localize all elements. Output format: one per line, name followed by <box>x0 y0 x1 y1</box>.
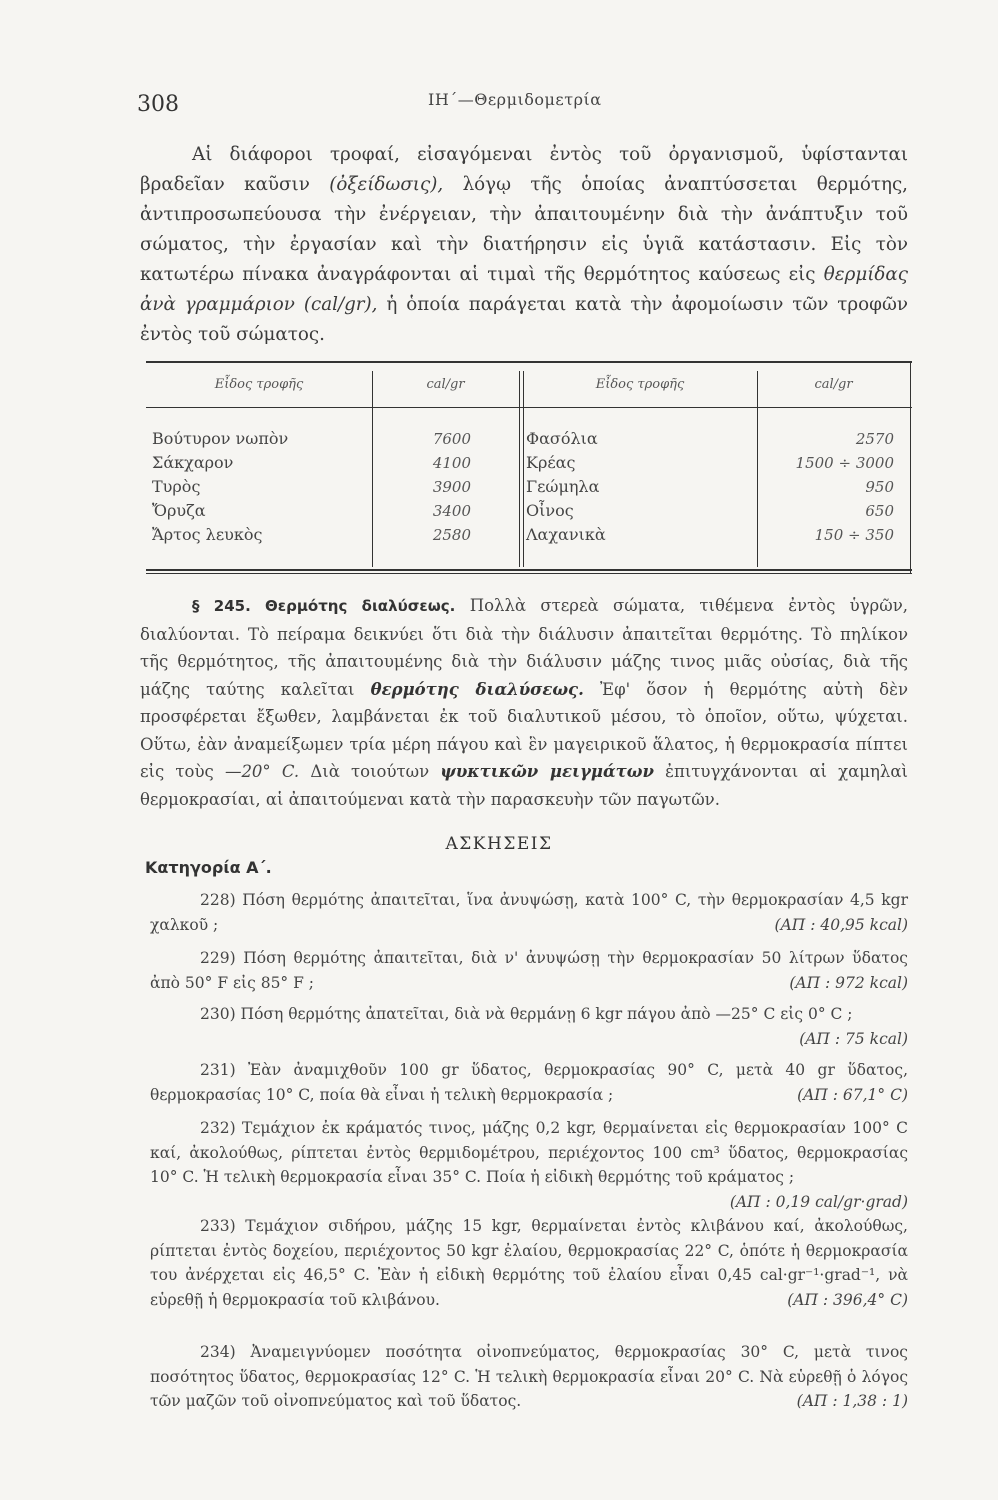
table-header-food-2: Εἶδος τροφῆς <box>595 377 685 392</box>
table-header-cal-1: cal/gr <box>426 377 465 392</box>
running-title: ΙΗ΄—Θερμιδομετρία <box>428 90 602 109</box>
table-col-rule-2 <box>519 371 520 567</box>
food-name: Κρέας <box>526 453 576 472</box>
exercise-text: 234) Ἀναμειγνύομεν ποσότητα οἰνοπνεύματος, θερμοκρασίας 30° C, μετὰ τινος ποσότητος ὕδατος, θερμοκρασίας 12° C. Ἡ τελικὴ θερμοκρασία εἶναι 20° C. Νὰ εὑρεθῇ ὁ λόγος τῶν μαζῶν τοῦ οἰνοπνεύματος καὶ τοῦ ὕδατος. <box>150 1343 908 1410</box>
exercise-category: Κατηγορία Α΄. <box>145 858 272 877</box>
exercise-232 <box>150 1116 908 1214</box>
exercises-title: ΑΣΚΗΣΕΙΣ <box>445 834 553 854</box>
food-name: Φασόλια <box>526 429 598 448</box>
cal-value: 1500 ÷ 3000 <box>795 454 894 472</box>
exercise-answer: (ΑΠ : 396,4° C) <box>787 1290 908 1309</box>
cal-value: 150 ÷ 350 <box>814 526 894 544</box>
exercise-text: 229) Πόση θερμότης ἀπαιτεῖται, διὰ ν' ἀνυψώσῃ τὴν θερμοκρασίαν 50 λίτρων ὕδατος ἀπὸ 50° F εἰς 85° F ; <box>150 949 908 992</box>
section-heading: § 245. Θερμότης διαλύσεως. <box>192 597 456 615</box>
intro-text-2: λόγῳ τῆς ὁποίας ἀναπτύσσεται θερμότης, ἀντιπροσωπεύουσα τὴν ἐνέργειαν, τὴν ἀπαιτουμένην διὰ τὴν ἀνάπτυξιν τοῦ σώματος, τὴν ἐργασίαν καὶ τὴν διατήρησιν εἰς ὑγιᾶ κατάστασιν. Εἰς τὸν κατωτέρω πίνακα ἀναγράφονται αἱ τιμαὶ τῆς θερμότητος καύσεως εἰς <box>140 174 908 285</box>
food-name: Ὄρυζα <box>152 501 206 520</box>
section-keyword-2: ψυκτικῶν μειγμάτων <box>440 762 654 781</box>
table-header-cal-2: cal/gr <box>814 377 853 392</box>
page-number: 308 <box>137 92 179 117</box>
food-name: Οἶνος <box>526 501 574 520</box>
table-cal-left <box>396 427 471 547</box>
food-name: Λαχανικὰ <box>526 525 606 544</box>
table-food-left <box>152 427 288 547</box>
food-name: Σάκχαρον <box>152 453 234 472</box>
exercise-text: 233) Τεμάχιον σιδήρου, μάζης 15 kgr, θερμαίνεται ἐντὸς κλιβάνου καί, ἀκολούθως, ρίπτεται ἐντὸς δοχείου, περιέχοντος 50 kgr ἐλαίου, θερμοκρασίας 22° C, ὁπότε ἡ θερμοκρασία του ἀνέρχεται εἰς 46,5° C. Ἐὰν ἡ εἰδικὴ θερμότης τοῦ ἐλαίου εἶναι 0,45 cal·gr⁻¹·grad⁻¹, νὰ εὑρεθῇ ἡ θερμοκρασία τοῦ κλιβάνου. <box>150 1217 908 1309</box>
food-name: Τυρὸς <box>152 477 201 496</box>
section-italic-1: —20° C. <box>224 762 300 781</box>
exercise-text: 231) Ἐὰν ἀναμιχθοῦν 100 gr ὕδατος, θερμοκρασίας 90° C, μετὰ 40 gr ὕδατος, θερμοκρασίας 10° C, ποία θὰ εἶναι ἡ τελικὴ θερμοκρασία ; <box>150 1061 908 1104</box>
cal-value: 3400 <box>432 502 471 520</box>
section-text-1: Πολλὰ στερεὰ σώματα, τιθέμενα ἐντὸς ὑγρῶν, διαλύονται. Τὸ πείραμα δεικνύει ὅτι διὰ τὴν διάλυσιν ἀπαιτεῖται θερμότης. Τὸ πηλίκον τῆς θερμότητος, τῆς ἀπαιτουμένης διὰ τὴν διάλυσιν μάζης τινος μιᾶς οὐσίας, διὰ τῆς μάζης ταύτης καλεῖται <box>140 596 908 699</box>
food-name: Ἄρτος λευκὸς <box>152 525 263 544</box>
table-top-rule <box>146 361 912 363</box>
exercise-234 <box>150 1340 908 1414</box>
intro-paragraph <box>140 140 908 350</box>
exercise-text: 232) Τεμάχιον ἐκ κράματός τινος, μάζης 0,2 kgr, θερμαίνεται εἰς θερμοκρασίαν 100° C καί, ἀκολούθως, ρίπτεται ἐντὸς θερμιδομέτρου, περιέχοντος 100 cm³ ὕδατος, θερμοκρασίας 10° C. Ἡ τελικὴ θερμοκρασία εἶναι 35° C. Ποία ἡ εἰδικὴ θερμότης τοῦ κράματος ; <box>150 1119 908 1186</box>
cal-value: 950 <box>865 478 894 496</box>
cal-value: 2570 <box>855 430 894 448</box>
intro-italic-1: (ὀξείδωσις), <box>329 174 444 195</box>
intro-text-3: ἡ ὁποία παράγεται κατὰ τὴν ἀφομοίωσιν τῶν τροφῶν ἐντὸς τοῦ σώματος. <box>140 294 908 345</box>
intro-italic-2: θερμίδας ἀνὰ γραμμάριον (cal/gr), <box>140 264 908 315</box>
table-header-rule <box>146 407 912 408</box>
exercise-answer: (ΑΠ : 0,19 cal/gr·grad) <box>729 1192 908 1211</box>
exercise-230 <box>150 1002 908 1051</box>
exercise-answer: (ΑΠ : 972 kcal) <box>789 973 908 992</box>
calorie-table <box>146 361 912 575</box>
cal-value: 650 <box>865 502 894 520</box>
exercise-229 <box>150 946 908 995</box>
section-text-2: Ἐφ' ὅσον ἡ θερμότης αὐτὴ δὲν προσφέρεται ἔξωθεν, λαμβάνεται ἐκ τοῦ διαλυτικοῦ μέσου, τὸ ὁποῖον, οὕτω, ψύχεται. Οὕτω, ἐὰν ἀναμείξωμεν τρία μέρη πάγου καὶ ἓν μαγειρικοῦ ἅλατος, ἡ θερμοκρασία πίπτει εἰς τοὺς <box>140 679 908 781</box>
intro-text-1: Αἱ διάφοροι τροφαί, εἰσαγόμεναι ἐντὸς τοῦ ὀργανισμοῦ, ὑφίστανται βραδεῖαν καῦσιν <box>140 144 908 195</box>
section-text-4: ἐπιτυγχάνονται αἱ χαμηλαὶ θερμοκρασίαι, αἱ ἀπαιτούμεναι κατὰ τὴν παρασκευὴν τῶν παγωτῶν. <box>140 762 908 809</box>
exercise-answer: (ΑΠ : 75 kcal) <box>799 1029 908 1048</box>
cal-value: 3900 <box>432 478 471 496</box>
cal-value: 7600 <box>432 430 471 448</box>
cal-value: 2580 <box>432 526 471 544</box>
table-col-rule-2b <box>523 371 524 567</box>
exercise-text: 228) Πόση θερμότης ἀπαιτεῖται, ἵνα ἀνυψώσῃ, κατὰ 100° C, τὴν θερμοκρασίαν 4,5 kgr χαλκοῦ ; <box>150 891 908 934</box>
exercise-answer: (ΑΠ : 40,95 kcal) <box>774 915 908 934</box>
table-header-food-1: Εἶδος τροφῆς <box>214 377 304 392</box>
table-bottom-rule <box>146 569 912 571</box>
exercise-228 <box>150 888 908 937</box>
table-cal-right <box>758 427 894 547</box>
section-keyword-1: θερμότης διαλύσεως. <box>370 679 584 699</box>
cal-value: 4100 <box>432 454 471 472</box>
exercise-text: 230) Πόση θερμότης ἀπατεῖται, διὰ νὰ θερμάνῃ 6 kgr πάγου ἀπὸ —25° C εἰς 0° C ; <box>200 1005 853 1023</box>
exercise-answer: (ΑΠ : 67,1° C) <box>797 1085 908 1104</box>
exercise-answer: (ΑΠ : 1,38 : 1) <box>796 1392 908 1410</box>
section-245 <box>140 592 908 813</box>
exercise-231 <box>150 1058 908 1107</box>
section-text-3: Διὰ τοιούτων <box>310 762 430 781</box>
food-name: Γεώμηλα <box>526 477 600 496</box>
table-col-rule-1 <box>372 371 373 567</box>
table-food-right <box>526 427 606 547</box>
food-name: Βούτυρον νωπὸν <box>152 429 289 448</box>
table-col-rule-4 <box>910 361 911 573</box>
exercise-233 <box>150 1214 908 1312</box>
table-bottom-rule-2 <box>146 573 912 574</box>
